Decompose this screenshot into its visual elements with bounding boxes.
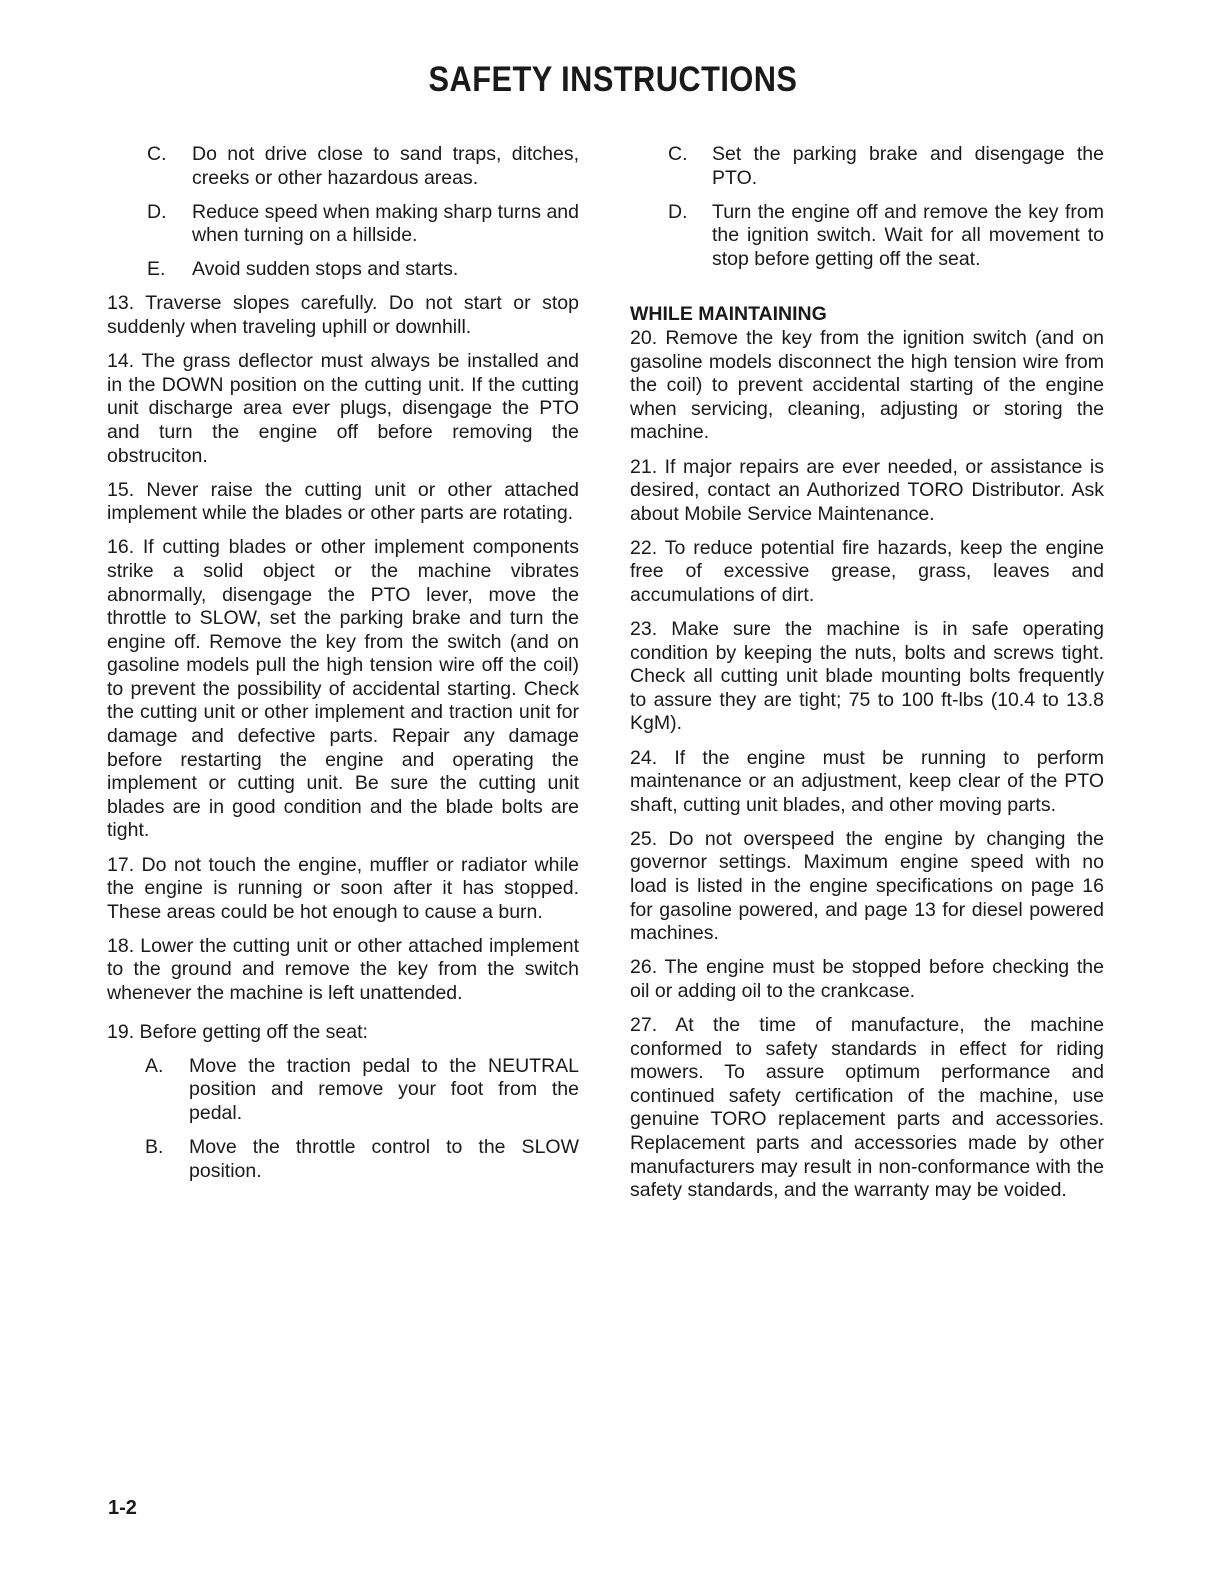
paragraph-14: 14. The grass deflector must always be installed and in the DOWN position on the cutting unit. If the cutting unit discharge area ever plugs, disengage the PTO and turn the engine off before removing the obstruciton.	[107, 350, 579, 467]
right-column	[630, 143, 1104, 1213]
paragraph-19: 19. Before getting off the seat:	[107, 1020, 368, 1043]
list-text: Do not drive close to sand traps, ditches, creeks or other hazardous areas.	[192, 143, 579, 189]
list-letter: C.	[147, 143, 167, 165]
paragraph-16: 16. If cutting blades or other implement components strike a solid object or the machine vibrates abnormally, disengage the PTO lever, move the throttle to SLOW, set the parking brake and turn the engine off. Remove the key from the switch (and on gasoline models pull the high tension wire off the coil) to prevent the possibility of accidental starting. Check the cutting unit or other implement and traction unit for damage and defective parts. Repair any damage before restarting the engine and operating the implement or cutting unit. Be sure the cutting unit blades are in good condition and the blade bolts are tight.	[107, 536, 579, 842]
list-letter: D.	[668, 200, 688, 223]
list-item-b	[107, 1136, 579, 1183]
paragraph-27: 27. At the time of manufacture, the machine conformed to safety standards in effect for riding mowers. To assure optimum performance and continued safety certification of the machine, use genuine TORO replacement parts and accessories. Replacement parts and accessories made by other manufacturers may result in non-conformance with the safety standards, and the warranty may be voided.	[630, 1014, 1104, 1202]
list-text: Set the parking brake and disengage the PTO.	[712, 143, 1104, 189]
list-item-c	[107, 143, 579, 190]
list-item-a	[107, 1055, 579, 1126]
section-heading: WHILE MAINTAINING	[630, 303, 827, 326]
paragraph-15: 15. Never raise the cutting unit or other attached implement while the blades or other parts are rotating.	[107, 478, 579, 525]
list-item-d	[107, 201, 579, 248]
paragraph-21: 21. If major repairs are ever needed, or assistance is desired, contact an Authorized TORO Distributor. Ask about Mobile Service Maintenance.	[630, 455, 1104, 525]
paragraph-23: 23. Make sure the machine is in safe operating condition by keeping the nuts, bolts and screws tight. Check all cutting unit blade mounting bolts frequently to assure they are tight; 75 to 100 ft-lbs (10.4 to 13.8 KgM).	[630, 618, 1104, 735]
page-title: SAFETY INSTRUCTIONS	[428, 60, 798, 99]
list-letter: D.	[147, 200, 167, 223]
list-letter: C.	[668, 143, 688, 165]
paragraph-22: 22. To reduce potential fire hazards, keep the engine free of excessive grease, grass, leaves and accumulations of dirt.	[630, 536, 1104, 606]
list-item-d	[630, 201, 1104, 272]
paragraph-26: 26. The engine must be stopped before checking the oil or adding oil to the crankcase.	[630, 956, 1104, 1002]
list-item-c	[630, 143, 1104, 190]
paragraph-13: 13. Traverse slopes carefully. Do not start or stop suddenly when traveling uphill or downhill.	[107, 292, 579, 339]
list-text: Move the traction pedal to the NEUTRAL position and remove your foot from the pedal.	[189, 1054, 579, 1124]
paragraph-25: 25. Do not overspeed the engine by changing the governor settings. Maximum engine speed with no load is listed in the engine specifications on page 16 for gasoline powered, and page 13 for diesel powered machines.	[630, 827, 1104, 945]
left-column	[107, 143, 579, 1194]
list-text: Move the throttle control to the SLOW position.	[189, 1135, 579, 1182]
paragraph-24: 24. If the engine must be running to perform maintenance or an adjustment, keep clear of the PTO shaft, cutting unit blades, and other moving parts.	[630, 746, 1104, 816]
list-letter: E.	[147, 258, 166, 281]
paragraph-20: 20. Remove the key from the ignition switch (and on gasoline models disconnect the high tension wire from the coil) to prevent accidental starting of the engine when servicing, cleaning, adjusting or storing the machine.	[630, 327, 1104, 444]
list-item-e	[107, 258, 579, 282]
list-text: Avoid sudden stops and starts.	[192, 258, 459, 281]
paragraph-17: 17. Do not touch the engine, muffler or radiator while the engine is running or soon after it has stopped. These areas could be hot enough to cause a burn.	[107, 853, 579, 923]
list-letter: A.	[145, 1054, 164, 1077]
paragraph-18: 18. Lower the cutting unit or other attached implement to the ground and remove the key from the switch whenever the machine is left unattended.	[107, 934, 579, 1004]
list-text: Turn the engine off and remove the key from the ignition switch. Wait for all movement to stop before getting off the seat.	[712, 200, 1104, 270]
page-number: 1-2	[108, 1497, 137, 1519]
list-text: Reduce speed when making sharp turns and when turning on a hillside.	[192, 200, 579, 247]
list-letter: B.	[145, 1135, 164, 1158]
